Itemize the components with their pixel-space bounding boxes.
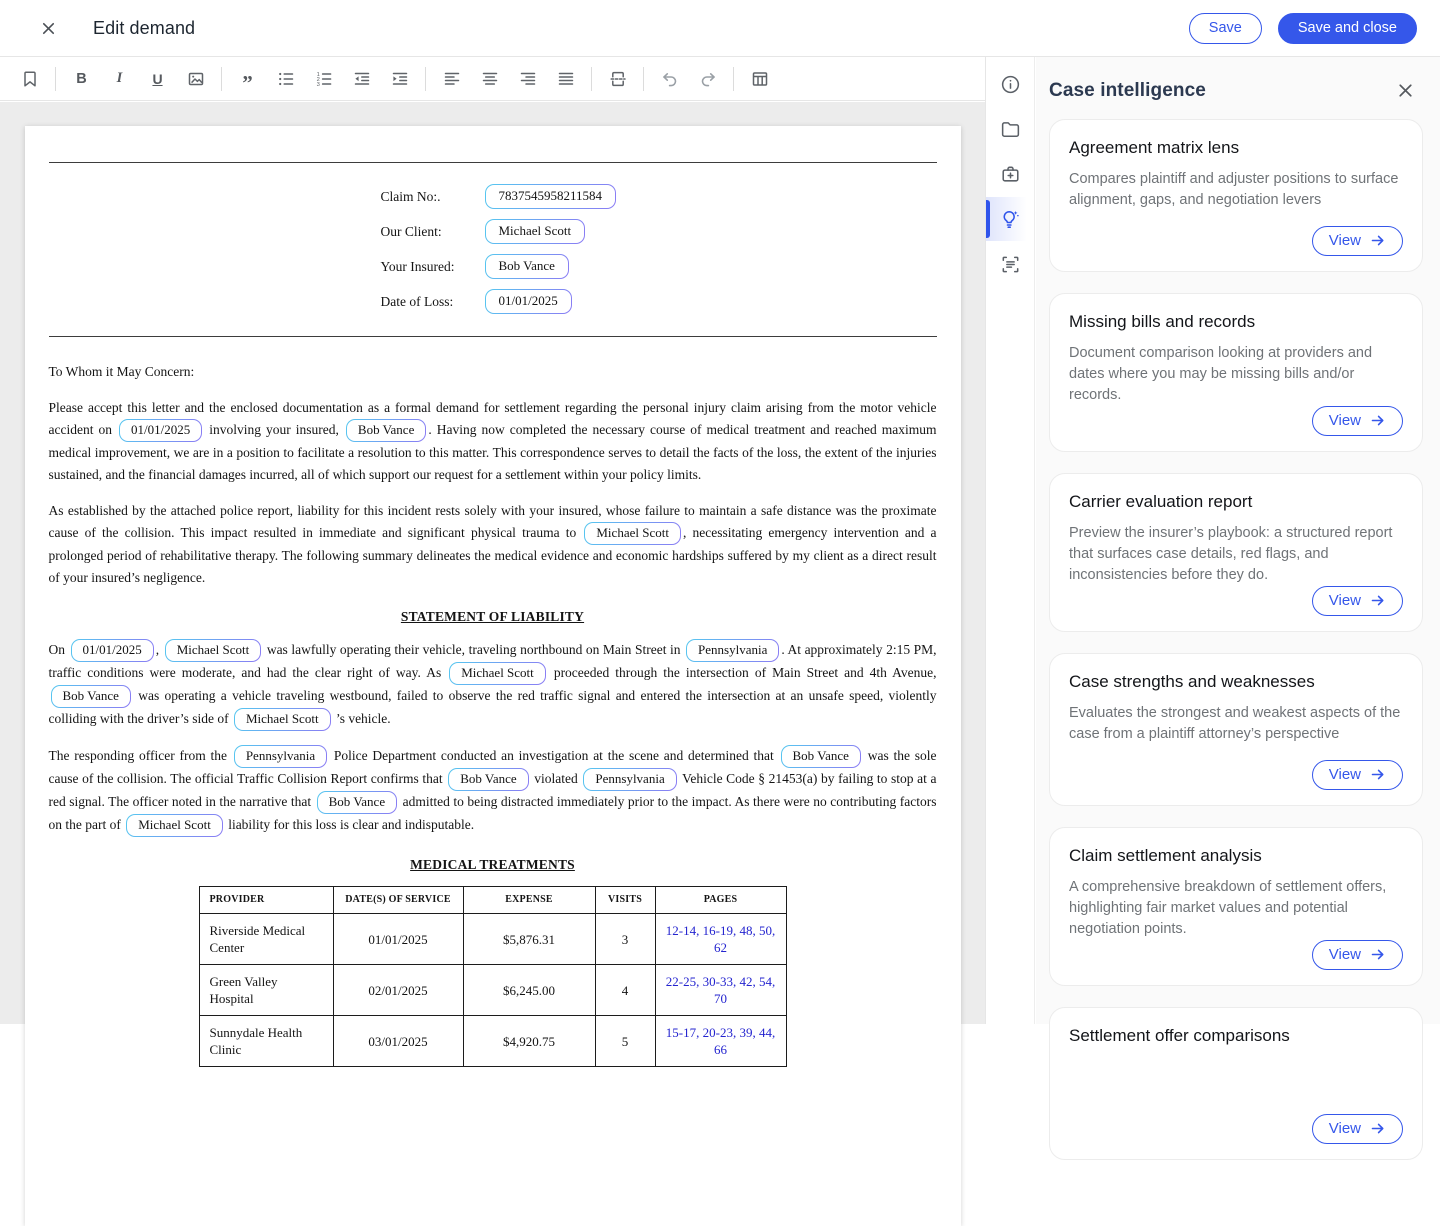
claim-field-label: Your Insured: xyxy=(380,258,455,274)
medical-treatments-heading[interactable]: MEDICAL TREATMENTS xyxy=(410,857,575,872)
merge-field-chip[interactable]: Pennsylvania xyxy=(686,639,779,662)
intel-card-carrier-evaluation xyxy=(1049,473,1423,632)
merge-field-chip[interactable]: Michael Scott xyxy=(584,522,681,545)
expense-cell: $5,876.31 xyxy=(463,914,595,965)
date-cell: 01/01/2025 xyxy=(333,914,463,965)
card-title: Case strengths and weaknesses xyxy=(1069,672,1315,691)
align-left-button[interactable] xyxy=(436,63,467,94)
svg-text:3: 3 xyxy=(316,81,320,88)
table-row xyxy=(199,914,786,965)
side-icon-rail xyxy=(985,57,1035,1024)
column-header: PAGES xyxy=(655,887,786,914)
insert-image-button[interactable] xyxy=(180,63,211,94)
claim-info-block xyxy=(381,184,937,314)
blockquote-button[interactable] xyxy=(232,63,263,94)
view-button[interactable] xyxy=(1312,226,1403,256)
view-button[interactable] xyxy=(1312,1114,1403,1144)
rail-item-case-kit[interactable] xyxy=(986,152,1034,196)
toolbar-divider xyxy=(643,67,644,91)
table-icon xyxy=(750,69,770,89)
svg-text:1: 1 xyxy=(316,71,320,78)
italic-button[interactable] xyxy=(104,63,135,94)
medical-treatments-table[interactable] xyxy=(199,886,787,1067)
merge-field-chip[interactable]: Pennsylvania xyxy=(583,768,676,791)
page-break-button[interactable] xyxy=(602,63,633,94)
indent-icon xyxy=(390,69,410,89)
save-and-close-button[interactable]: Save and close xyxy=(1278,13,1417,44)
case-intelligence-panel[interactable] xyxy=(1036,57,1440,1137)
page-title: Edit demand xyxy=(93,17,196,38)
align-right-button[interactable] xyxy=(512,63,543,94)
table-header-row xyxy=(199,887,786,914)
indent-button[interactable] xyxy=(384,63,415,94)
outdent-button[interactable] xyxy=(346,63,377,94)
align-justify-icon xyxy=(556,69,576,89)
visits-cell: 5 xyxy=(595,1016,655,1067)
align-left-icon xyxy=(442,69,462,89)
save-button[interactable]: Save xyxy=(1189,13,1262,44)
panel-title: Case intelligence xyxy=(1049,79,1206,101)
merge-field-chip[interactable]: 01/01/2025 xyxy=(119,419,202,442)
pages-links[interactable]: 22-25, 30-33, 42, 54, 70 xyxy=(655,965,786,1016)
statement-of-liability-heading[interactable]: STATEMENT OF LIABILITY xyxy=(400,609,585,624)
claim-field-label: Date of Loss: xyxy=(380,293,454,309)
bullet-list-icon xyxy=(276,69,296,89)
blockquote-icon: ” xyxy=(242,71,253,95)
toolbar-divider xyxy=(425,67,426,91)
rail-item-case-intelligence[interactable] xyxy=(986,197,1034,241)
column-header: PROVIDER xyxy=(199,887,333,914)
close-icon xyxy=(1396,81,1415,100)
close-icon xyxy=(40,20,57,37)
arrow-right-icon xyxy=(1370,947,1386,962)
pages-links[interactable]: 15-17, 20-23, 39, 44, 66 xyxy=(655,1016,786,1067)
align-right-icon xyxy=(518,69,538,89)
rail-item-summary-frame[interactable] xyxy=(986,242,1034,286)
editor-column xyxy=(0,57,985,1057)
merge-field-chip[interactable]: Michael Scott xyxy=(449,662,546,685)
date-cell: 03/01/2025 xyxy=(333,1016,463,1067)
top-bar xyxy=(0,0,1440,57)
folder-icon xyxy=(999,118,1022,141)
view-label: View xyxy=(1328,1120,1361,1137)
merge-field-chip[interactable]: 01/01/2025 xyxy=(485,289,572,314)
intel-card-agreement-matrix xyxy=(1049,119,1423,272)
merge-field-chip[interactable]: Bob Vance xyxy=(485,254,569,279)
panel-close-button[interactable] xyxy=(1392,77,1419,104)
column-header: EXPENSE xyxy=(463,887,595,914)
italic-icon: I xyxy=(116,70,123,86)
rail-item-info[interactable] xyxy=(986,62,1034,106)
bullet-list-button[interactable] xyxy=(270,63,301,94)
bookmark-icon xyxy=(20,69,40,89)
merge-field-chip[interactable]: 01/01/2025 xyxy=(71,639,154,662)
view-label: View xyxy=(1328,232,1361,249)
table-row xyxy=(199,1016,786,1067)
redo-icon xyxy=(698,69,718,89)
pages-links[interactable]: 12-14, 16-19, 48, 50, 62 xyxy=(655,914,786,965)
claim-field-label: Our Client: xyxy=(380,223,442,239)
document-page[interactable] xyxy=(25,126,961,1226)
visits-cell: 4 xyxy=(595,965,655,1016)
rail-item-documents[interactable] xyxy=(986,107,1034,151)
merge-field-chip[interactable]: Michael Scott xyxy=(234,708,331,731)
intel-card-missing-bills xyxy=(1049,293,1423,452)
numbered-list-button[interactable] xyxy=(308,63,339,94)
view-button[interactable] xyxy=(1312,586,1403,616)
provider-cell: Green Valley Hospital xyxy=(199,965,333,1016)
paragraph-statement-of-liability[interactable]: On 01/01/2025 , Michael Scott was lawfully operating their vehicle, traveling northbound on Main Street in Pennsylvania . At approximately 2:15 PM, traffic conditions were moderate, and had the clear right of way. As Michael Scott proceeded through the intersection of Main Street and 4th Avenue, Bob Vance was operating a vehicle traveling westbound, failed to observe the red traffic signal and entered the intersection at an unsafe speed, violently colliding with the driver’s side of Michael Scott ’s vehicle. xyxy=(49,639,937,731)
salutation[interactable]: To Whom it May Concern: xyxy=(48,364,195,379)
card-description: Preview the insurer’s playbook: a structured report that surfaces case details, red flags, and inconsistencies before they do. xyxy=(1069,525,1393,583)
redo-button[interactable] xyxy=(692,63,723,94)
claim-field-label: Claim No:. xyxy=(380,188,441,204)
merge-field-chip[interactable]: Bob Vance xyxy=(317,791,397,814)
paragraph-liability-intro[interactable]: As established by the attached police report, liability for this incident rests solely with your insured, whose failure to maintain a safe distance was the proximate cause of the collision. This impact resulted in immediate and significant physical trauma to Michael Scott , necessitating emergency intervention and a prolonged period of rehabilitative therapy. The following summary delineates the medical evidence and economic hardships suffered by my client as a direct result of your insured’s negligence. xyxy=(48,503,937,585)
bookmark-button[interactable] xyxy=(14,63,45,94)
card-description: Compares plaintiff and adjuster positions to surface alignment, gaps, and negotiation levers xyxy=(1069,171,1399,208)
merge-field-chip[interactable]: Michael Scott xyxy=(126,814,223,837)
date-cell: 02/01/2025 xyxy=(333,965,463,1016)
toolbar-divider xyxy=(733,67,734,91)
expense-cell: $4,920.75 xyxy=(463,1016,595,1067)
intel-cards-list xyxy=(1049,119,1423,1160)
undo-icon xyxy=(660,69,680,89)
frame-lines-icon xyxy=(999,253,1022,276)
merge-field-chip[interactable]: 7837545958211584 xyxy=(485,184,617,209)
card-description: Document comparison looking at providers and dates where you may be missing bills and/or records. xyxy=(1069,345,1373,403)
image-icon xyxy=(186,69,206,89)
merge-field-chip[interactable]: Michael Scott xyxy=(165,639,262,662)
paragraph-officer-findings[interactable]: The responding officer from the Pennsylvania Police Department conducted an investigation at the scene and determined that Bob Vance was the sole cause of the collision. The official Traffic Collision Report confirms that Bob Vance violated Pennsylvania Vehicle Code § 21453(a) by failing to stop at a red signal. The officer noted in the narrative that Bob Vance admitted to being distracted immediately prior to the impact. As there were no contributing factors on the part of Michael Scott liability for this loss is clear and indisputable. xyxy=(49,745,937,837)
view-button[interactable] xyxy=(1312,760,1403,790)
intel-card-settlement-offer-comparisons xyxy=(1049,1007,1423,1160)
arrow-right-icon xyxy=(1370,413,1386,428)
visits-cell: 3 xyxy=(595,914,655,965)
undo-button[interactable] xyxy=(654,63,685,94)
view-label: View xyxy=(1328,412,1361,429)
paragraph-demand-intro[interactable]: Please accept this letter and the enclosed documentation as a formal demand for settlement regarding the personal injury claim arising from the motor vehicle accident on 01/01/2025 involving your insured, Bob Vance . Having now completed the necessary course of medical treatment and reached maximum medical improvement, we are in a position to facilitate a resolution to this matter. This correspondence serves to detail the facts of the loss, the extent of the injuries sustained, and the financial damages incurred, all of which support our request for a settlement within your policy limits. xyxy=(48,400,937,482)
close-button[interactable] xyxy=(36,16,61,41)
card-title: Claim settlement analysis xyxy=(1069,846,1262,865)
view-button[interactable] xyxy=(1312,406,1403,436)
toolbar-divider xyxy=(221,67,222,91)
align-center-button[interactable] xyxy=(474,63,505,94)
medical-kit-icon xyxy=(999,163,1022,186)
card-title: Missing bills and records xyxy=(1069,312,1256,331)
provider-cell: Riverside Medical Center xyxy=(199,914,333,965)
arrow-right-icon xyxy=(1370,1121,1386,1136)
intel-card-strengths-weaknesses xyxy=(1049,653,1423,806)
merge-field-chip[interactable]: Bob Vance xyxy=(51,685,131,708)
numbered-list-icon xyxy=(314,69,334,89)
view-button[interactable] xyxy=(1312,940,1403,970)
arrow-right-icon xyxy=(1370,593,1386,608)
outdent-icon xyxy=(352,69,372,89)
arrow-right-icon xyxy=(1370,767,1386,782)
bold-icon: B xyxy=(76,70,87,87)
expense-cell: $6,245.00 xyxy=(463,965,595,1016)
table-row xyxy=(199,965,786,1016)
lightbulb-sparkle-icon xyxy=(998,207,1022,231)
merge-field-chip[interactable]: Bob Vance xyxy=(346,419,426,442)
card-title: Agreement matrix lens xyxy=(1069,138,1240,157)
underline-icon: U xyxy=(152,70,163,87)
merge-field-chip[interactable]: Bob Vance xyxy=(448,768,528,791)
formatting-toolbar xyxy=(0,57,985,101)
bold-button[interactable] xyxy=(66,63,97,94)
merge-field-chip[interactable]: Pennsylvania xyxy=(234,745,327,768)
page-break-icon xyxy=(608,69,628,89)
merge-field-chip[interactable]: Bob Vance xyxy=(781,745,861,768)
underline-button[interactable] xyxy=(142,63,173,94)
panel-header xyxy=(1049,77,1423,104)
card-description: A comprehensive breakdown of settlement offers, highlighting fair market values and potential negotiation points. xyxy=(1069,879,1387,937)
view-label: View xyxy=(1328,766,1361,783)
merge-field-chip[interactable]: Michael Scott xyxy=(485,219,586,244)
info-icon xyxy=(999,73,1022,96)
card-title: Settlement offer comparisons xyxy=(1069,1026,1290,1045)
toolbar-divider xyxy=(55,67,56,91)
arrow-right-icon xyxy=(1370,233,1386,248)
card-description: Evaluates the strongest and weakest aspects of the case from a plaintiff attorney’s perspective xyxy=(1069,705,1401,742)
intel-card-claim-settlement xyxy=(1049,827,1423,986)
toolbar-divider xyxy=(591,67,592,91)
column-header: DATE(S) OF SERVICE xyxy=(333,887,463,914)
view-label: View xyxy=(1328,946,1361,963)
horizontal-rule xyxy=(49,162,937,163)
view-label: View xyxy=(1328,592,1361,609)
card-title: Carrier evaluation report xyxy=(1069,492,1253,511)
column-header: VISITS xyxy=(595,887,655,914)
horizontal-rule xyxy=(49,336,937,337)
align-center-icon xyxy=(480,69,500,89)
insert-table-button[interactable] xyxy=(744,63,775,94)
provider-cell: Sunnydale Health Clinic xyxy=(199,1016,333,1067)
align-justify-button[interactable] xyxy=(550,63,581,94)
document-canvas[interactable] xyxy=(0,102,985,1057)
svg-text:2: 2 xyxy=(316,76,320,83)
